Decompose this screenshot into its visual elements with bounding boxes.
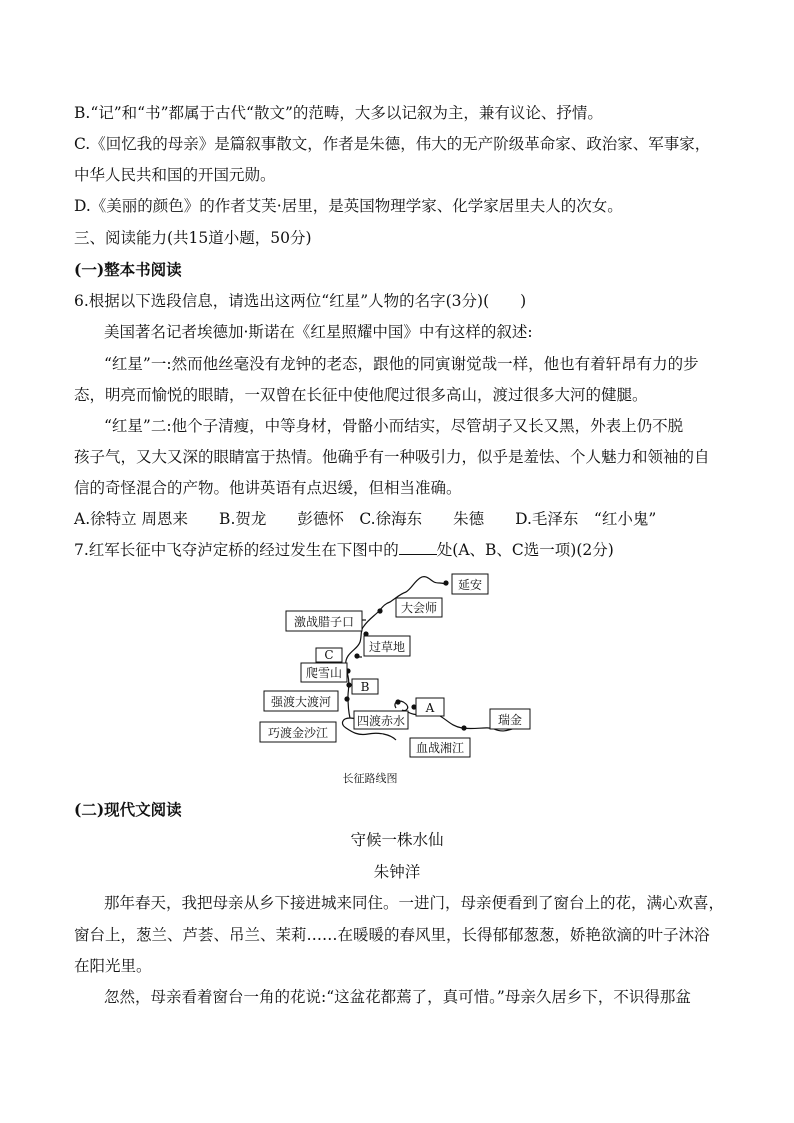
dot-c xyxy=(354,653,359,658)
option-b: B.“记”和“书”都属于古代“散文”的范畴，大多以记叙为主，兼有议论、抒情。 xyxy=(74,104,603,122)
q7-text-after: 处(A、B、C选一项)(2分) xyxy=(436,541,614,559)
label-chishui: 四渡赤水 xyxy=(356,714,406,728)
article-paragraph-1b: 窗台上，葱兰、芦荟、吊兰、茉莉……在暖暖的春风里，长得郁郁葱葱，娇艳欲滴的叶子沐浴 xyxy=(74,926,710,944)
dot-b xyxy=(346,682,351,687)
label-ruijin: 瑞金 xyxy=(497,713,523,727)
article-paragraph-1a: 那年春天，我把母亲从乡下接进城来同住。一进门，母亲便看到了窗台上的花，满心欢喜， xyxy=(104,894,725,912)
long-march-map xyxy=(250,568,550,790)
dot-dadu xyxy=(344,696,349,701)
article-paragraph-1c: 在阳光里。 xyxy=(74,957,152,975)
question-7 xyxy=(74,540,614,560)
label-c: C xyxy=(324,648,334,662)
q6-options: A.徐特立 周恩来 B.贺龙 彭德怀 C.徐海东 朱德 D.毛泽东 “红小鬼” xyxy=(74,510,657,528)
article-paragraph-2a: 忽然，母亲看着窗台一角的花说:“这盆花都蔫了，真可惜。”母亲久居乡下，不识得那盆 xyxy=(104,988,691,1006)
label-a: A xyxy=(425,701,435,715)
q6-star1-a: “红星”一:然而他丝毫没有龙钟的老态，跟他的同寅谢觉哉一样，他也有着轩昂有力的步 xyxy=(104,355,699,373)
label-xiangjiang: 血战湘江 xyxy=(415,741,465,755)
q6-star1-b: 态，明亮而愉悦的眼睛，一双曾在长征中使他爬过很多高山，渡过很多大河的健腿。 xyxy=(74,386,648,404)
dot-lazikou xyxy=(377,608,382,613)
label-jinsha: 巧渡金沙江 xyxy=(267,726,329,740)
label-b: B xyxy=(360,680,370,694)
q7-text-before: 7.红军长征中飞夺泸定桥的经过发生在下图中的 xyxy=(74,541,399,559)
section-3-heading: 三、阅读能力(共15道小题，50分) xyxy=(74,229,312,247)
answer-blank[interactable] xyxy=(399,540,437,555)
q6-star2-b: 孩子气，又大又深的眼睛富于热情。他确乎有一种吸引力，似乎是羞怯、个人魅力和领袖的自 xyxy=(74,448,710,466)
label-dahuishi: 大会师 xyxy=(400,601,438,615)
option-c-cont: 中华人民共和国的开国元勋。 xyxy=(74,166,276,184)
label-yanan: 延安 xyxy=(457,578,483,592)
label-guocaodi: 过草地 xyxy=(368,640,406,654)
question-6: 6.根据以下选段信息，请选出这两位“红星”人物的名字(3分)( ) xyxy=(74,292,527,310)
article-author: 朱钟洋 xyxy=(373,863,421,881)
option-d: D.《美丽的颜色》的作者艾芙·居里，是英国物理学家、化学家居里夫人的次女。 xyxy=(74,197,623,215)
article-title: 守候一株水仙 xyxy=(350,831,444,849)
section-1-heading: (一)整本书阅读 xyxy=(74,260,182,279)
dot-chishui xyxy=(395,699,400,704)
section-2-heading: (二)现代文阅读 xyxy=(74,800,182,819)
option-c: C.《回忆我的母亲》是篇叙事散文，作者是朱德，伟大的无产阶级革命家、政治家、军事家， xyxy=(74,135,711,153)
q6-star2-a: “红星”二:他个子清瘦，中等身材，骨骼小而结实，尽管胡子又长又黑，外表上仍不脱 xyxy=(104,417,684,435)
label-paxueshan: 爬雪山 xyxy=(305,666,343,680)
dot-xiangjiang xyxy=(461,725,466,730)
q6-star2-c: 信的奇怪混合的产物。他讲英语有点迟缓，但相当准确。 xyxy=(74,479,462,497)
label-lazikou: 激战腊子口 xyxy=(293,615,355,629)
label-dadu: 强渡大渡河 xyxy=(270,695,332,709)
dot-yanan xyxy=(443,580,448,585)
q6-intro: 美国著名记者埃德加·斯诺在《红星照耀中国》中有这样的叙述: xyxy=(104,323,533,341)
map-caption: 长征路线图 xyxy=(342,772,398,785)
